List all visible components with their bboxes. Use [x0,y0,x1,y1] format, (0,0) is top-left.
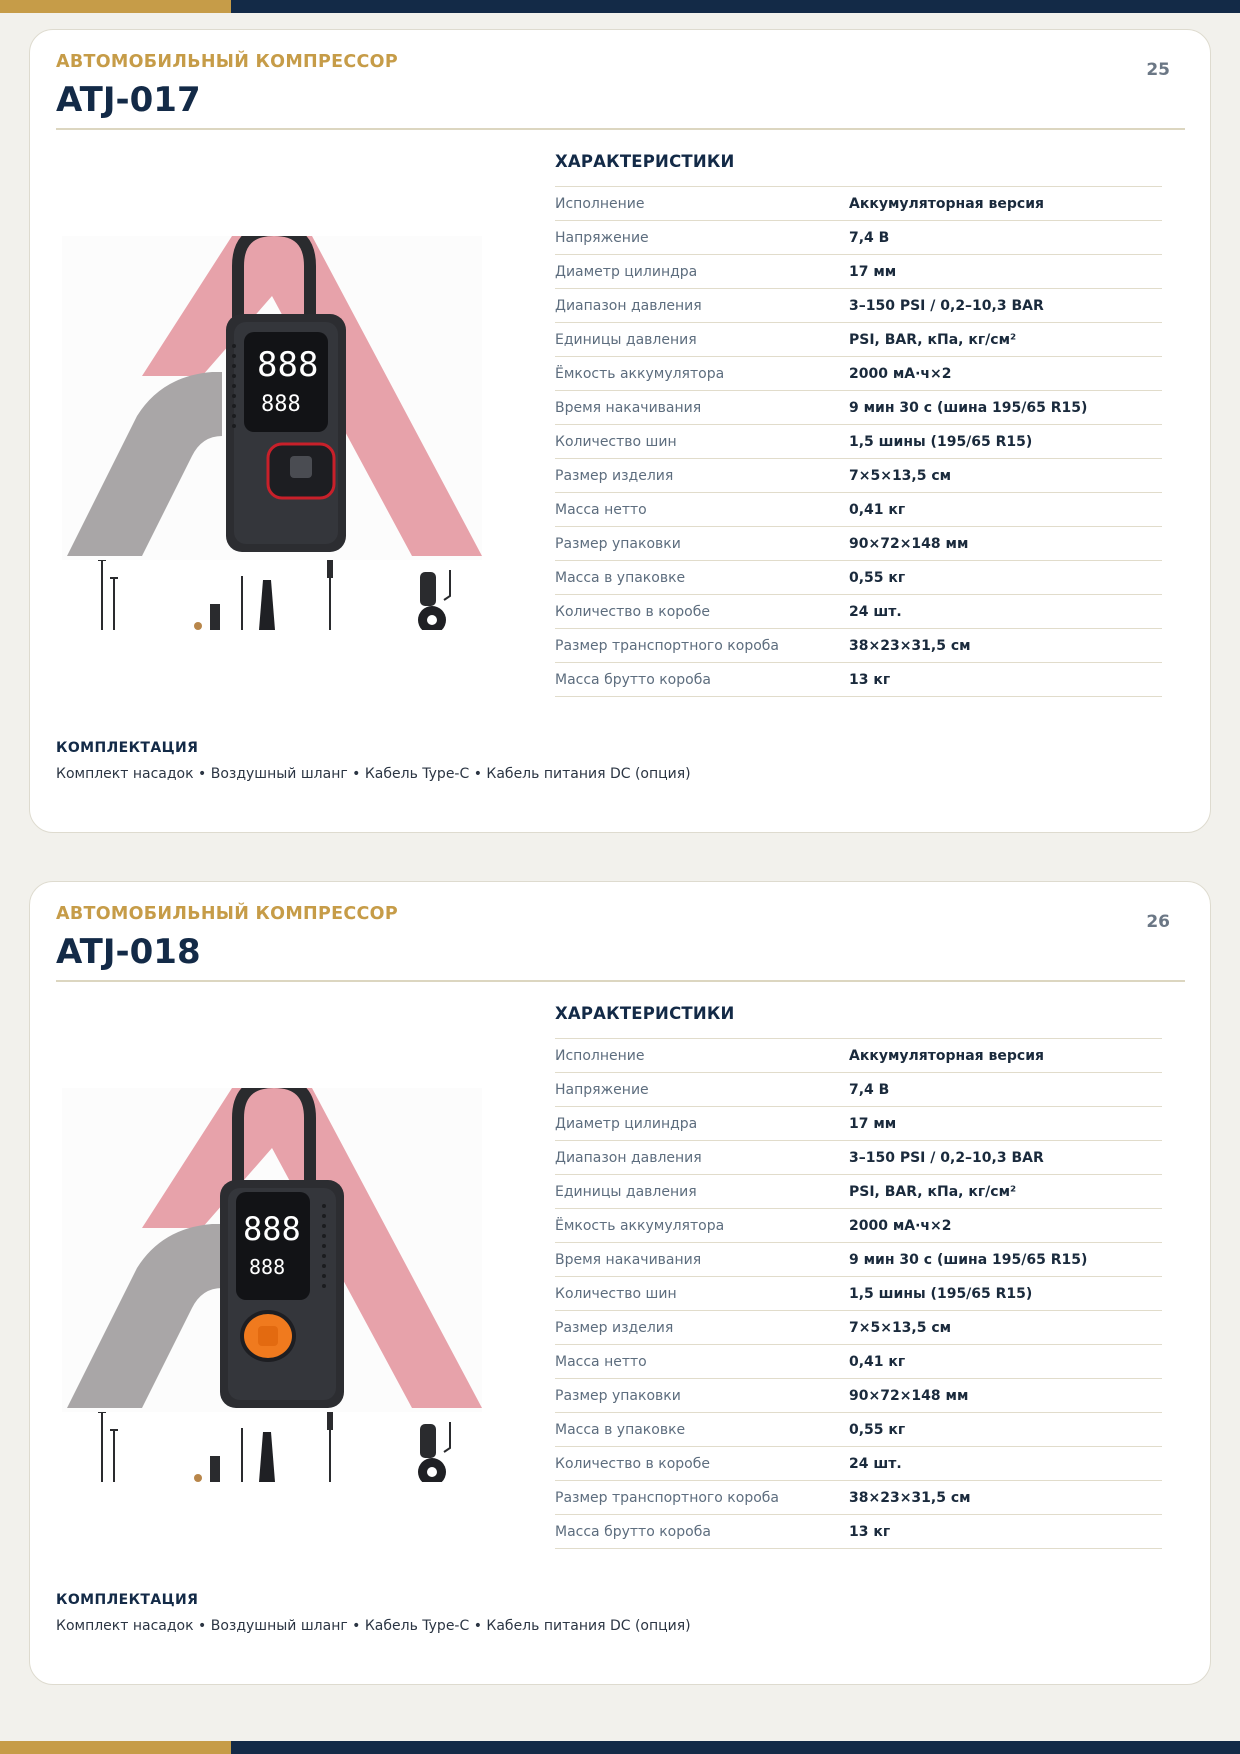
spec-value: 7,4 В [849,229,890,246]
spec-label: Диапазон давления [555,297,702,314]
spec-value: 0,41 кг [849,501,906,518]
spec-row [555,425,1162,459]
spec-label: Размер транспортного короба [555,637,779,654]
spec-row [555,289,1162,323]
spec-row [555,255,1162,289]
spec-row [555,1073,1162,1107]
spec-value: 3–150 PSI / 0,2–10,3 BAR [849,1149,1044,1166]
spec-label: Диаметр цилиндра [555,1115,698,1132]
accessories-image [90,560,490,630]
page-number: 25 [1146,60,1170,80]
spec-value: 1,5 шины (195/65 R15) [849,433,1033,450]
product-model: ATJ-018 [56,932,201,972]
spec-label: Напряжение [555,1081,649,1098]
spec-row [555,561,1162,595]
bottom-accent-bar [0,1741,1240,1754]
spec-row [555,323,1162,357]
spec-row [555,1039,1162,1073]
product-card-atj-018 [29,881,1211,1685]
spec-row [555,1209,1162,1243]
spec-label: Масса брутто короба [555,671,711,688]
spec-value: 7×5×13,5 см [849,1319,952,1336]
svg-text:888: 888 [249,1255,286,1279]
product-model: ATJ-017 [56,80,201,120]
spec-label: Количество шин [555,433,677,450]
spec-value: 38×23×31,5 см [849,637,971,654]
spec-value: 13 кг [849,1523,891,1540]
spec-value: 7,4 В [849,1081,890,1098]
spec-row [555,1141,1162,1175]
spec-value: 17 мм [849,263,897,280]
spec-row [555,595,1162,629]
top-accent-bar [0,0,1240,13]
spec-label: Единицы давления [555,331,697,348]
spec-label: Количество в коробе [555,1455,710,1472]
accessories-image [90,1412,490,1482]
spec-label: Размер изделия [555,1319,674,1336]
spec-label: Напряжение [555,229,649,246]
spec-value: 1,5 шины (195/65 R15) [849,1285,1033,1302]
specs-table [555,1038,1162,1549]
spec-value: 0,55 кг [849,569,906,586]
kit-title: КОМПЛЕКТАЦИЯ [56,740,199,756]
spec-row [555,1481,1162,1515]
spec-row [555,527,1162,561]
product-category: АВТОМОБИЛЬНЫЙ КОМПРЕССОР [56,52,398,72]
spec-value: 24 шт. [849,1455,902,1472]
spec-label: Размер транспортного короба [555,1489,779,1506]
spec-label: Количество в коробе [555,603,710,620]
spec-label: Время накачивания [555,399,702,416]
spec-value: 0,41 кг [849,1353,906,1370]
specs-table [555,186,1162,697]
svg-text:888: 888 [261,392,301,417]
product-category: АВТОМОБИЛЬНЫЙ КОМПРЕССОР [56,904,398,924]
header-divider [56,980,1185,982]
spec-row [555,629,1162,663]
spec-row [555,493,1162,527]
kit-title: КОМПЛЕКТАЦИЯ [56,1592,199,1608]
spec-row [555,1107,1162,1141]
spec-value: 38×23×31,5 см [849,1489,971,1506]
spec-label: Размер упаковки [555,535,681,552]
specs-title: ХАРАКТЕРИСТИКИ [555,1004,735,1023]
spec-label: Масса в упаковке [555,1421,686,1438]
spec-label: Размер упаковки [555,1387,681,1404]
spec-value: 7×5×13,5 см [849,467,952,484]
spec-value: Аккумуляторная версия [849,1047,1044,1064]
svg-text:888: 888 [243,1210,301,1248]
top-bar-gold [0,0,231,13]
spec-row [555,221,1162,255]
spec-label: Диапазон давления [555,1149,702,1166]
header-divider [56,128,1185,130]
compressor-image [62,1088,482,1412]
spec-label: Единицы давления [555,1183,697,1200]
spec-row [555,1515,1162,1549]
spec-value: 17 мм [849,1115,897,1132]
spec-value: 24 шт. [849,603,902,620]
spec-label: Ёмкость аккумулятора [555,1217,725,1234]
spec-value: PSI, BAR, кПа, кг/см² [849,1183,1017,1200]
spec-row [555,1277,1162,1311]
spec-value: 2000 мА·ч×2 [849,1217,952,1234]
page-number: 26 [1146,912,1170,932]
spec-row [555,459,1162,493]
spec-value: 0,55 кг [849,1421,906,1438]
kit-contents: Комплект насадок • Воздушный шланг • Кабель Type-C • Кабель питания DC (опция) [56,766,691,782]
spec-label: Время накачивания [555,1251,702,1268]
spec-value: 90×72×148 мм [849,1387,969,1404]
spec-row [555,1345,1162,1379]
spec-row [555,187,1162,221]
spec-value: Аккумуляторная версия [849,195,1044,212]
spec-value: 3–150 PSI / 0,2–10,3 BAR [849,297,1044,314]
spec-row [555,1243,1162,1277]
spec-row [555,1413,1162,1447]
spec-value: 13 кг [849,671,891,688]
specs-title: ХАРАКТЕРИСТИКИ [555,152,735,171]
top-bar-navy [231,0,1240,13]
spec-label: Размер изделия [555,467,674,484]
spec-value: 2000 мА·ч×2 [849,365,952,382]
spec-label: Исполнение [555,1047,645,1064]
spec-label: Масса брутто короба [555,1523,711,1540]
spec-value: 9 мин 30 с (шина 195/65 R15) [849,399,1088,416]
spec-row [555,1311,1162,1345]
svg-text:888: 888 [257,345,319,385]
spec-row [555,1447,1162,1481]
spec-label: Количество шин [555,1285,677,1302]
spec-row [555,391,1162,425]
spec-label: Исполнение [555,195,645,212]
bottom-bar-navy [231,1741,1240,1754]
spec-label: Диаметр цилиндра [555,263,698,280]
spec-value: 90×72×148 мм [849,535,969,552]
spec-value: PSI, BAR, кПа, кг/см² [849,331,1017,348]
kit-contents: Комплект насадок • Воздушный шланг • Кабель Type-C • Кабель питания DC (опция) [56,1618,691,1634]
spec-row [555,1379,1162,1413]
spec-value: 9 мин 30 с (шина 195/65 R15) [849,1251,1088,1268]
spec-row [555,663,1162,697]
product-card-atj-017 [29,29,1211,833]
spec-label: Ёмкость аккумулятора [555,365,725,382]
spec-row [555,1175,1162,1209]
spec-label: Масса в упаковке [555,569,686,586]
compressor-image [62,236,482,560]
spec-row [555,357,1162,391]
bottom-bar-gold [0,1741,231,1754]
spec-label: Масса нетто [555,1353,647,1370]
spec-label: Масса нетто [555,501,647,518]
